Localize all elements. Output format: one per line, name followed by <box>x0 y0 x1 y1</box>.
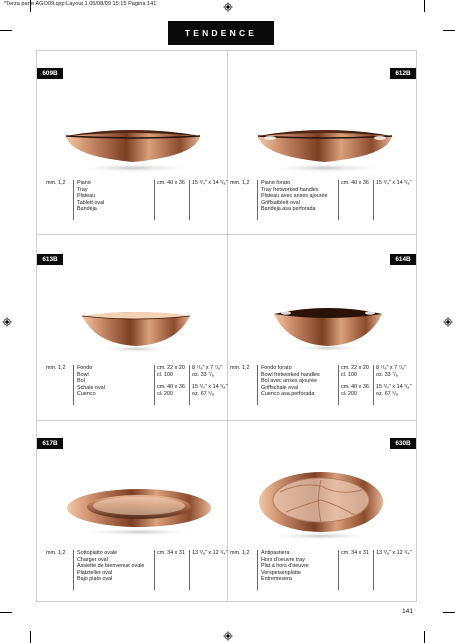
spec-612b <box>230 180 416 220</box>
grid-center-vertical <box>227 50 228 602</box>
imperial-dims: 15 ³/₄" x 14 ¹/₈" <box>376 180 412 186</box>
metric-dims: cm. 22 x 20 cl. 100 cm. 40 x 36 cl. 200 <box>341 365 369 397</box>
crop-mark-bottom-right-h <box>443 612 455 613</box>
product-names: Fondo Bowl Bol Schale oval Cuenco <box>77 365 105 398</box>
section-title: TENDENCE <box>168 21 274 45</box>
imperial-dims: 13 ³/₈" x 12 ¹/₄" <box>192 550 228 556</box>
spec-613b <box>46 365 226 405</box>
grid-row-divider-1 <box>36 234 417 235</box>
grid-row-divider-2 <box>36 420 417 421</box>
oval-tray-fretworked-612b-image <box>250 116 400 176</box>
metric-dims: cm. 34 x 31 <box>157 550 185 556</box>
grid-frame-right <box>416 50 417 602</box>
imperial-dims: 13 ³/₈" x 12 ¹/₄" <box>376 550 412 556</box>
metric-dims: cm. 40 x 36 <box>341 180 369 186</box>
spec-609b <box>46 180 226 220</box>
page-number: 141 <box>402 608 414 615</box>
product-names: Sottopiatto ovale Charger oval Assiette de bienvenue ovale Platzteller oval Bajo plato oval <box>77 550 145 583</box>
imperial-dims: 15 ³/₄" x 14 ¹/₈" <box>192 180 228 186</box>
size: mm. 1,2 <box>46 365 66 371</box>
product-names: Antipastiera Hors d'oeuvre tray Plat à hors d'oeuvre Vorspeisenplatte Entremesera <box>261 550 309 583</box>
product-code-614b: 614B <box>390 254 416 265</box>
oval-charger-617b-image <box>64 482 214 538</box>
size: mm. 1,2 <box>230 365 250 371</box>
product-code-612b: 612B <box>390 68 416 79</box>
metric-dims: cm. 22 x 20 cl. 100 cm. 40 x 36 cl. 200 <box>157 365 185 397</box>
product-code-617b: 617B <box>37 438 63 449</box>
spec-617b <box>46 550 226 590</box>
product-code-630b: 630B <box>390 438 416 449</box>
hors-doeuvre-tray-630b-image <box>256 466 386 542</box>
metric-dims: cm. 40 x 36 <box>157 180 185 186</box>
crop-mark-bottom-right <box>424 631 425 643</box>
crop-mark-bottom-left-h <box>0 612 12 613</box>
product-code-609b: 609B <box>37 68 63 79</box>
imperial-dims: 8 ⁵/₈" x 7 ⁷/₈" oz. 33 ⁷/₈ 15 ³/₄" x 14 ¹/₈" oz. 67 ⁵/₈ <box>192 365 228 397</box>
crop-mark-top-left-h <box>0 30 12 31</box>
product-code-613b: 613B <box>37 254 63 265</box>
file-slug: *Terza parte AGO09.qxp:Layout 1 05/08/09 15:15 Pagina 141 <box>4 1 157 7</box>
oval-bowl-fretworked-614b-image <box>268 298 388 354</box>
size: mm. 1,2 <box>230 180 250 186</box>
metric-dims: cm. 34 x 31 <box>341 550 369 556</box>
spec-630b <box>230 550 416 590</box>
registration-mark-left-icon <box>2 317 12 327</box>
registration-mark-right-icon <box>443 317 453 327</box>
grid-frame-left <box>36 50 37 602</box>
crop-mark-top-right-h <box>443 30 455 31</box>
spec-614b <box>230 365 416 405</box>
oval-bowl-613b-image <box>76 304 196 354</box>
oval-tray-609b-image <box>58 116 208 176</box>
crop-mark-top-left <box>30 0 31 12</box>
size: mm. 1,2 <box>46 550 66 556</box>
imperial-dims: 8 ⁵/₈" x 7 ⁷/₈" oz. 33 ⁷/₈ 15 ³/₄" x 14 ¹/₈" oz. 67 ⁵/₈ <box>376 365 412 397</box>
size: mm. 1,2 <box>46 180 66 186</box>
product-names: Piano forato Tray fretworked handles Plateau avec anses ajourée Griffsatblett oval Bandeja asa perforada <box>261 180 328 213</box>
registration-mark-bottom-icon <box>223 631 233 641</box>
crop-mark-bottom-left <box>30 631 31 643</box>
product-names: Fondo forato Bowl fretworked handles Bol avec anses ajourée Griffschale oval Cuenco asa perforada <box>261 365 320 398</box>
registration-mark-top-icon <box>223 2 233 12</box>
crop-mark-top-right <box>424 0 425 12</box>
product-names: Piano Tray Plateau Tablett oval Bandeja <box>77 180 105 213</box>
size: mm. 1,2 <box>230 550 250 556</box>
